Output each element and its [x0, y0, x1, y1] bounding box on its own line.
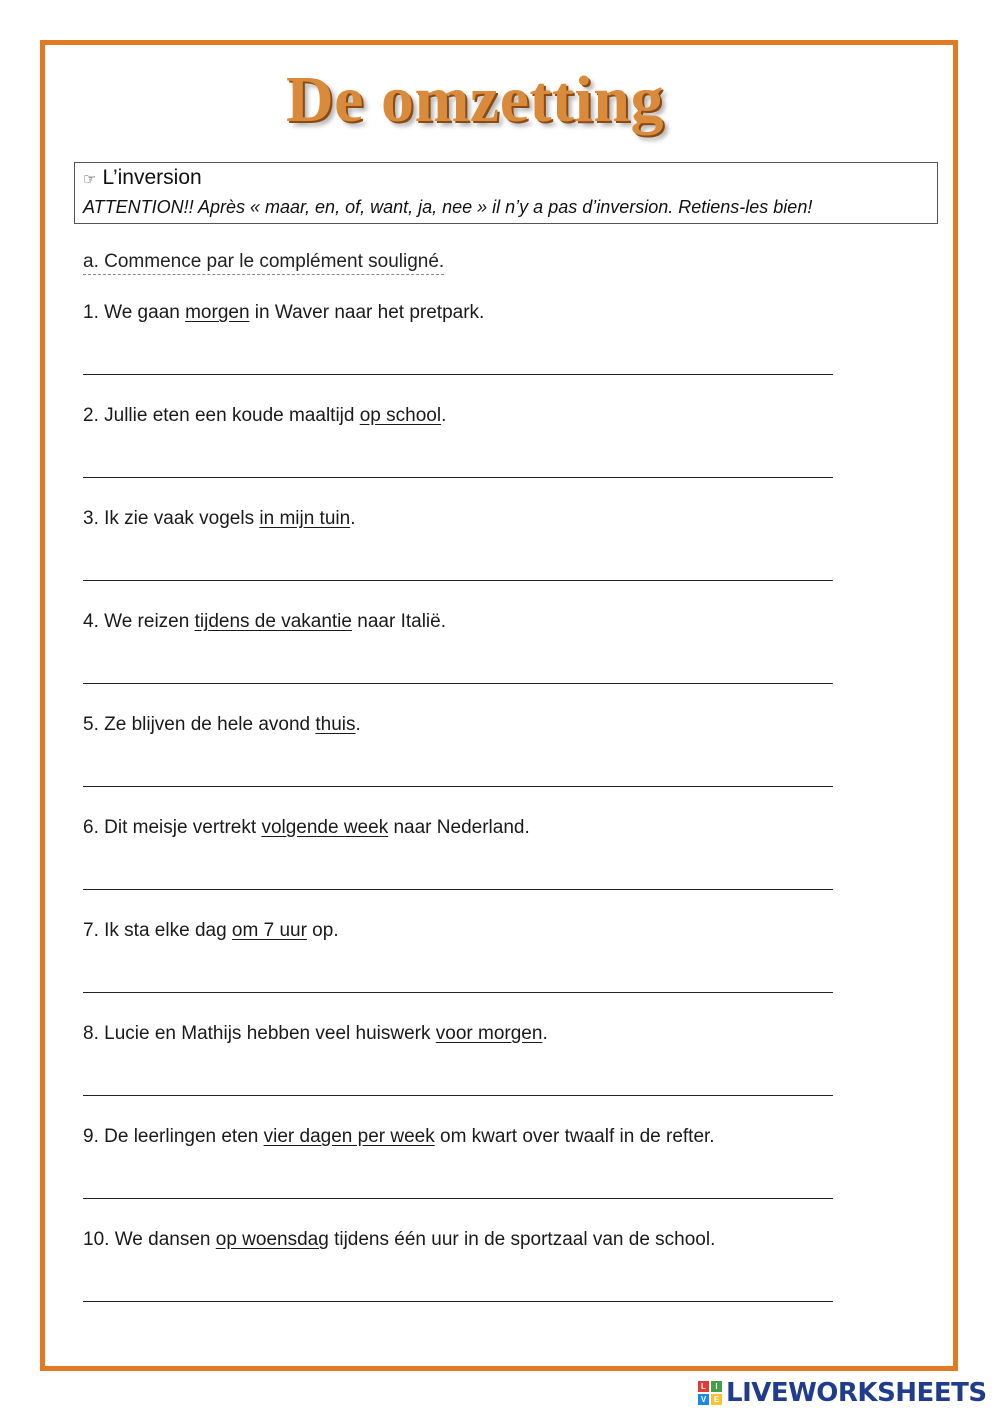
info-heading: L’inversion: [102, 166, 202, 189]
exercise-sentence: [83, 611, 446, 633]
sentence-text: om kwart over twaalf in de refter.: [434, 1126, 715, 1147]
logo-grid-icon: [698, 1381, 722, 1405]
underlined-complement: om 7 uur: [231, 920, 307, 941]
underlined-complement: voor morgen: [435, 1023, 543, 1044]
answer-line[interactable]: [83, 786, 833, 787]
pointing-hand-icon: ☞: [83, 171, 97, 188]
sentence-text: .: [355, 714, 361, 735]
logo-letter: I: [711, 1381, 722, 1392]
sentence-text: 2. Jullie eten een koude maaltijd: [83, 405, 360, 426]
underlined-complement: thuis: [315, 714, 356, 735]
sentence-text: 8. Lucie en Mathijs hebben veel huiswerk: [83, 1023, 436, 1044]
sentence-text: in Waver naar het pretpark.: [249, 302, 485, 323]
underlined-complement: vier dagen per week: [263, 1126, 435, 1147]
liveworksheets-logo: [698, 1378, 987, 1408]
sentence-text: 5. Ze blijven de hele avond: [83, 714, 316, 735]
sentence-text: 6. Dit meisje vertrekt: [83, 817, 262, 838]
exercise-sentence: [83, 405, 446, 427]
underlined-complement: tijdens de vakantie: [194, 611, 352, 632]
exercise-sentence: [83, 302, 484, 324]
answer-line[interactable]: [83, 889, 833, 890]
answer-line[interactable]: [83, 580, 833, 581]
sentence-text: 1. We gaan: [83, 302, 186, 323]
exercise-sentence: [83, 714, 361, 736]
exercise-sentence: [83, 508, 355, 530]
underlined-complement: morgen: [185, 302, 250, 323]
underlined-complement: in mijn tuin: [259, 508, 351, 529]
sentence-text: .: [542, 1023, 548, 1044]
answer-line[interactable]: [83, 374, 833, 375]
sentence-text: naar Italië.: [351, 611, 446, 632]
info-note: ATTENTION!! Après « maar, en, of, want, ja, nee » il n’y a pas d’inversion. Retiens-les bien!: [83, 197, 813, 217]
underlined-complement: op woensdag: [215, 1229, 329, 1250]
sentence-text: 10. We dansen: [83, 1229, 216, 1250]
logo-text: LIVEWORKSHEETS: [726, 1378, 987, 1408]
exercise-instruction: a. Commence par le complément souligné.: [83, 251, 444, 275]
answer-line[interactable]: [83, 683, 833, 684]
sentence-text: 4. We reizen: [83, 611, 195, 632]
sentence-text: .: [350, 508, 356, 529]
sentence-text: 7. Ik sta elke dag: [83, 920, 232, 941]
underlined-complement: volgende week: [261, 817, 389, 838]
exercise-sentence: [83, 1023, 548, 1045]
exercise-sentence: [83, 920, 339, 942]
exercise-sentence: [83, 1126, 715, 1148]
logo-letter: L: [698, 1381, 709, 1392]
answer-line[interactable]: [83, 1301, 833, 1302]
info-box: [74, 162, 938, 224]
answer-line[interactable]: [83, 1198, 833, 1199]
page-title: De omzetting: [285, 63, 665, 136]
page-frame: [40, 40, 958, 1371]
sentence-text: tijdens één uur in de sportzaal van de school.: [328, 1229, 716, 1250]
answer-line[interactable]: [83, 1095, 833, 1096]
sentence-text: naar Nederland.: [388, 817, 530, 838]
info-heading-row: [83, 166, 202, 190]
sentence-text: 3. Ik zie vaak vogels: [83, 508, 260, 529]
underlined-complement: op school: [359, 405, 442, 426]
sentence-text: .: [441, 405, 447, 426]
sentence-text: op.: [306, 920, 339, 941]
answer-line[interactable]: [83, 477, 833, 478]
answer-line[interactable]: [83, 992, 833, 993]
exercise-sentence: [83, 1229, 715, 1251]
logo-letter: E: [711, 1394, 722, 1405]
logo-letter: V: [698, 1394, 709, 1405]
exercise-sentence: [83, 817, 530, 839]
sentence-text: 9. De leerlingen eten: [83, 1126, 264, 1147]
